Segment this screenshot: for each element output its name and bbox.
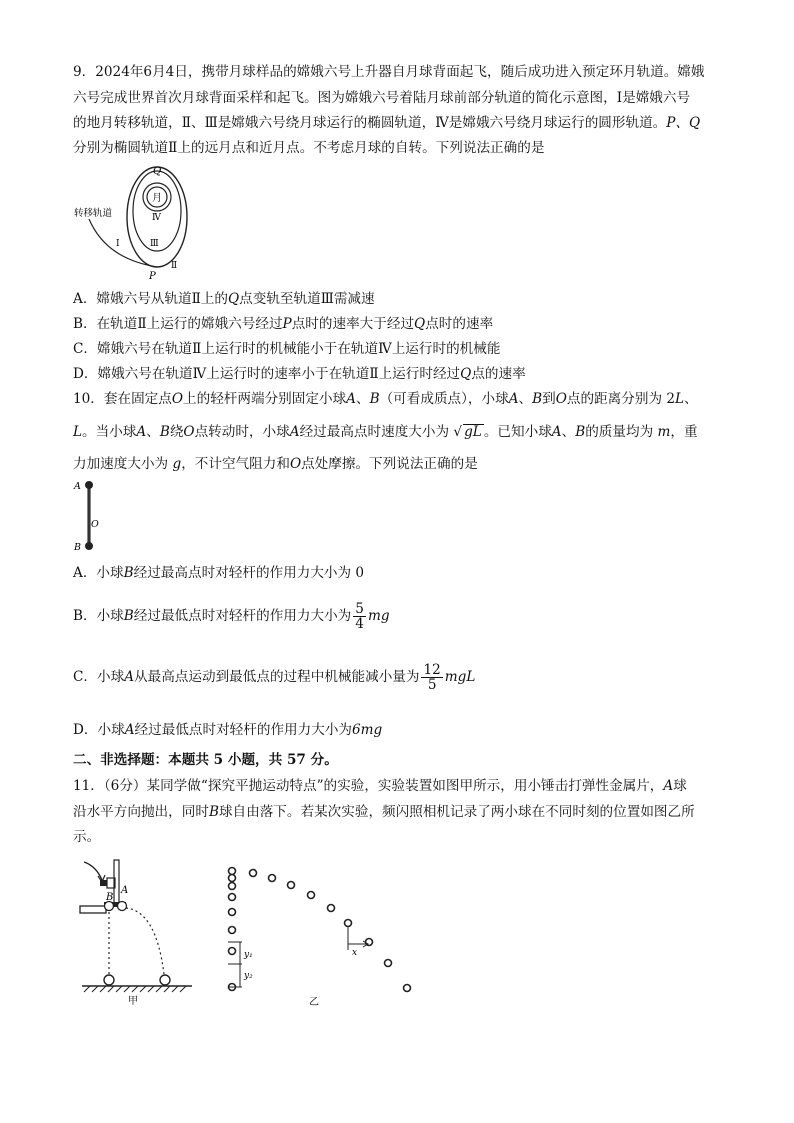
label-x: x: [352, 948, 358, 958]
ball-b-7: [229, 948, 236, 955]
q9-option-b: B．在轨道Ⅱ上运行的嫦娥六号经过P点时的速率大于经过Q点时的速率: [73, 316, 494, 332]
label-jia: 甲: [128, 996, 138, 1006]
ball-a-8: [404, 985, 411, 992]
label-o: O: [91, 519, 99, 530]
ball-b-5: [229, 909, 236, 916]
ball-a-2: [269, 875, 276, 882]
ball-a-5: [328, 905, 335, 912]
apparatus-figure-jia: [76, 856, 206, 1006]
label-a-jia: A: [121, 885, 129, 896]
q10-option-d: D．小球A经过最低点时对轻杆的作用力大小为6mg: [73, 722, 383, 738]
q9-option-d: D．嫦娥六号在轨道Ⅳ上运行时的速率小于在轨道Ⅱ上运行时经过Q点的速率: [73, 366, 526, 382]
q9-line-3: 的地月转移轨道，Ⅱ、Ⅲ是嫦娥六号绕月球运行的椭圆轨道，Ⅳ是嫦娥六号绕月球运行的圆形轨道。P、Q: [73, 115, 701, 131]
label-y1: y₁: [244, 950, 253, 960]
ball-a-ref: [345, 920, 352, 927]
q9-line-1: 9．2024年6月4日，携带月球样品的嫦娥六号上升器自月球背面起飞，随后成功进入预定环月轨道。嫦娥: [73, 64, 705, 80]
ball-a: [85, 481, 93, 489]
label-b-jia: B: [106, 892, 114, 903]
q9-line-2: 六号完成世界首次月球背面采样和起飞。图为嫦娥六号着陆月球前部分轨道的简化示意图，Ⅰ是嫦娥六号: [73, 90, 691, 106]
q10-option-b: B．小球B经过最低点时对轻杆的作用力大小为 $\frac{5}{4}$ mg: [73, 601, 390, 632]
ball-b-3: [229, 883, 236, 890]
transfer-label: 转移轨道: [74, 208, 113, 219]
point-p-label: P: [149, 271, 156, 282]
section-2-heading: 二、非选择题：本题共 5 小题，共 57 分。: [73, 752, 338, 768]
q11-line-2: 沿水平方向抛出，同时B球自由落下。若某次实验，频闪照相机记录了两小球在不同时刻的位置如图乙所: [73, 804, 695, 820]
strobe-figure-yi: [220, 860, 420, 1010]
fraction-5-4: $\frac{5}{4}$: [355, 601, 364, 632]
q11-line-3: 示。: [73, 829, 101, 845]
ball-a-ground: [160, 975, 170, 985]
platform: [80, 906, 106, 913]
falling-ball-column: [229, 868, 236, 991]
orbit-iii-label: Ⅲ: [150, 239, 159, 249]
ball-b-6: [229, 927, 236, 934]
sqrt-gl: gL: [464, 424, 482, 440]
ball-a-4: [308, 892, 315, 899]
q11-line-1: 11．（6分）某同学做“探究平抛运动特点”的实验，实验装置如图甲所示，用小锤击打弹性金属片，A球: [73, 778, 687, 794]
point-q-label: Q: [153, 166, 162, 177]
ball-b-ground: [104, 975, 114, 985]
fraction-12-5: $\frac{12}{5}$: [423, 662, 441, 693]
orbit-ii-label: Ⅱ: [171, 261, 178, 271]
rod-diagram: [72, 478, 112, 554]
q10-line-2: L。当小球A、B绕O点转动时，小球A经过最高点时速度大小为 √ gL 。已知小球A、B的质量均为 m，重: [73, 424, 698, 440]
a-projectile-path: [126, 908, 164, 974]
q9-line-4: 分别为椭圆轨道Ⅱ上的远月点和近月点。不考虑月球的自转。下列说法正确的是: [73, 140, 545, 156]
projectile-ball-track: [250, 870, 411, 992]
q10-line-3: 力加速度大小为 g，不计空气阻力和O点处摩擦。下列说法正确的是: [73, 456, 478, 472]
label-yi: 乙: [309, 997, 319, 1008]
ball-a-3: [288, 882, 295, 889]
moon-label: 月: [152, 193, 162, 204]
label-a: A: [74, 481, 81, 492]
orbit-diagram: [72, 164, 202, 282]
hammer: [100, 880, 107, 886]
ball-b: [85, 542, 93, 550]
q10-option-c: C．小球A从最高点运动到最低点的过程中机械能减小量为 $\frac{12}{5}$ mgL: [73, 662, 476, 693]
ball-b-2: [229, 875, 236, 882]
label-y2: y₂: [244, 971, 253, 981]
ball-b-4: [229, 894, 236, 901]
ball-a-1: [250, 870, 257, 877]
q9-option-a: A．嫦娥六号从轨道Ⅱ上的Q点变轨至轨道Ⅲ需减速: [73, 291, 375, 307]
label-b: B: [74, 542, 81, 553]
orbit-iv-label: Ⅳ: [152, 213, 161, 223]
q10-line-1: 10．套在固定点O上的轻杆两端分别固定小球A、B（可看成质点），小球A、B到O点的距离分别为 2L、: [73, 391, 698, 407]
ball-b-1: [229, 868, 236, 875]
q10-option-a: A．小球B经过最高点时对轻杆的作用力大小为 0: [73, 565, 365, 581]
ball-a-7: [385, 960, 392, 967]
orbit-i-label: Ⅰ: [116, 239, 120, 249]
transfer-orbit-i: [89, 219, 157, 267]
ball-a-start: [118, 902, 127, 911]
q9-option-c: C．嫦娥六号在轨道Ⅱ上运行时的机械能小于在轨道Ⅳ上运行时的机械能: [73, 341, 501, 357]
